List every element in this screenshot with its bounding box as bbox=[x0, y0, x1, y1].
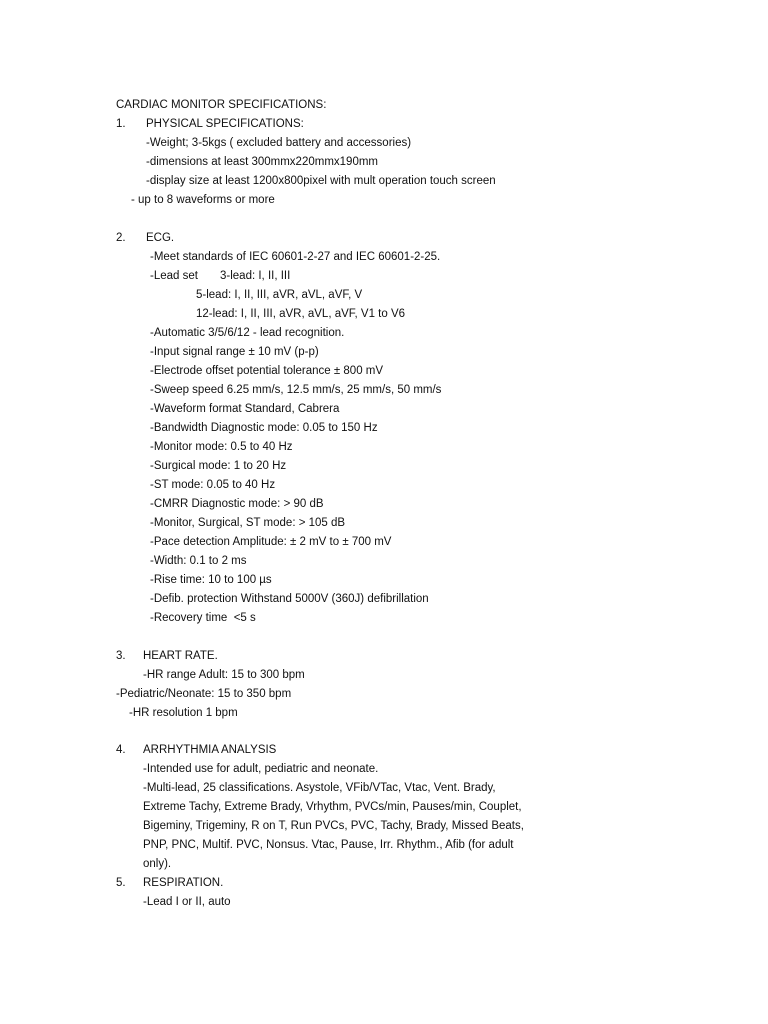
spec-line: -ST mode: 0.05 to 40 Hz bbox=[150, 479, 276, 491]
section-5-heading: RESPIRATION. bbox=[143, 877, 224, 889]
spec-line: -Input signal range ± 10 mV (p-p) bbox=[150, 346, 319, 358]
spec-line: - up to 8 waveforms or more bbox=[131, 194, 275, 206]
spec-line: -Intended use for adult, pediatric and neonate. bbox=[143, 763, 379, 775]
spec-line: -Waveform format Standard, Cabrera bbox=[150, 403, 340, 415]
spec-line: -Weight; 3-5kgs ( excluded battery and accessories) bbox=[146, 137, 412, 149]
spec-line: -Rise time: 10 to 100 µs bbox=[150, 574, 272, 586]
section-1-number: 1. bbox=[116, 118, 126, 130]
spec-line: only). bbox=[143, 858, 172, 870]
spec-line: -Recovery time <5 s bbox=[150, 612, 256, 624]
spec-line: 12-lead: I, II, III, aVR, aVL, aVF, V1 to V6 bbox=[196, 308, 406, 320]
spec-line: -Automatic 3/5/6/12 - lead recognition. bbox=[150, 327, 345, 339]
spec-line: Extreme Tachy, Extreme Brady, Vrhythm, PVCs/min, Pauses/min, Couplet, bbox=[143, 801, 522, 813]
section-2-number: 2. bbox=[116, 232, 126, 244]
spec-line: -Bandwidth Diagnostic mode: 0.05 to 150 Hz bbox=[150, 422, 378, 434]
spec-line: 3-lead: I, II, III bbox=[220, 270, 291, 282]
spec-line: -Lead set bbox=[150, 270, 198, 282]
spec-line: -dimensions at least 300mmx220mmx190mm bbox=[146, 156, 379, 168]
section-1-heading: PHYSICAL SPECIFICATIONS: bbox=[146, 118, 304, 130]
spec-line: 5-lead: I, II, III, aVR, aVL, aVF, V bbox=[196, 289, 363, 301]
section-4-heading: ARRHYTHMIA ANALYSIS bbox=[143, 744, 277, 756]
spec-line: -Monitor, Surgical, ST mode: > 105 dB bbox=[150, 517, 346, 529]
spec-line: -Pace detection Amplitude: ± 2 mV to ± 700 mV bbox=[150, 536, 392, 548]
section-4-number: 4. bbox=[116, 744, 126, 756]
spec-line: -Multi-lead, 25 classifications. Asystole, VFib/VTac, Vtac, Vent. Brady, bbox=[143, 782, 496, 794]
section-3-heading: HEART RATE. bbox=[143, 650, 218, 662]
section-2-heading: ECG. bbox=[146, 232, 175, 244]
spec-line: -CMRR Diagnostic mode: > 90 dB bbox=[150, 498, 324, 510]
spec-line: -Pediatric/Neonate: 15 to 350 bpm bbox=[116, 688, 292, 700]
spec-line: -Surgical mode: 1 to 20 Hz bbox=[150, 460, 287, 472]
spec-line: PNP, PNC, Multif. PVC, Nonsus. Vtac, Pause, Irr. Rhythm., Afib (for adult bbox=[143, 839, 514, 851]
spec-line: -Width: 0.1 to 2 ms bbox=[150, 555, 247, 567]
document-title: CARDIAC MONITOR SPECIFICATIONS: bbox=[116, 99, 327, 111]
spec-line: -HR resolution 1 bpm bbox=[129, 707, 238, 719]
spec-line: -Meet standards of IEC 60601-2-27 and IEC 60601-2-25. bbox=[150, 251, 441, 263]
spec-line: -Defib. protection Withstand 5000V (360J) defibrillation bbox=[150, 593, 429, 605]
spec-line: Bigeminy, Trigeminy, R on T, Run PVCs, PVC, Tachy, Brady, Missed Beats, bbox=[143, 820, 524, 832]
spec-line: -Electrode offset potential tolerance ± 800 mV bbox=[150, 365, 384, 377]
section-5-number: 5. bbox=[116, 877, 126, 889]
spec-line: -HR range Adult: 15 to 300 bpm bbox=[143, 669, 305, 681]
spec-line: -Sweep speed 6.25 mm/s, 12.5 mm/s, 25 mm/s, 50 mm/s bbox=[150, 384, 442, 396]
spec-line: -display size at least 1200x800pixel with mult operation touch screen bbox=[146, 175, 496, 187]
section-3-number: 3. bbox=[116, 650, 126, 662]
spec-line: -Lead I or II, auto bbox=[143, 896, 231, 908]
spec-line: -Monitor mode: 0.5 to 40 Hz bbox=[150, 441, 293, 453]
